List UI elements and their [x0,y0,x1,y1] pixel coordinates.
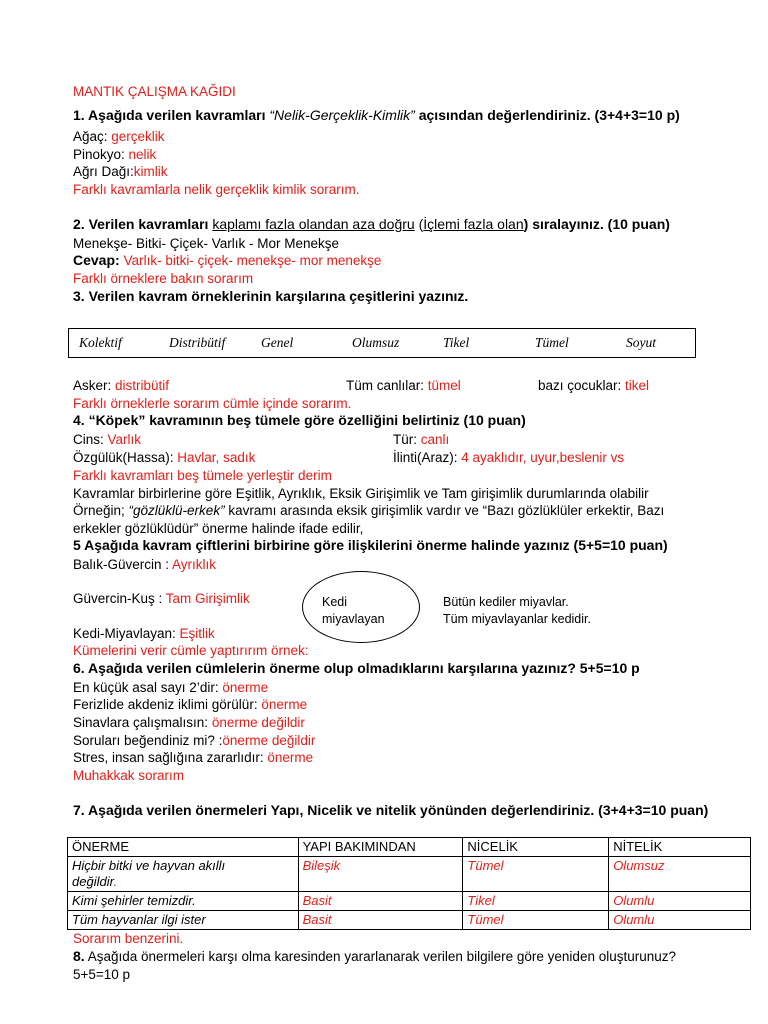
table-row [68,892,751,911]
proposition-cell: Tüm hayvanlar ilgi ister [68,911,299,930]
question-2: 2. Verilen kavramları kaplamı fazla olandan aza doğru (İçlemi fazla olan) sıralayınız. (10 puan) [73,216,670,232]
q4-item: Cins: Varlık [73,432,142,447]
type-label: Genel [261,335,294,350]
q7-note: Sorarım benzerini. [73,931,184,946]
table-header: ÖNERME [68,838,299,857]
yapi-cell: Basit [298,892,463,911]
q1-item: Ağaç: gerçeklik [73,129,165,144]
worksheet-title: MANTIK ÇALIŞMA KAĞIDI [73,84,236,99]
nicelik-cell: Tümel [463,857,609,892]
table-header: NİTELİK [609,838,751,857]
q6-note: Muhakkak sorarım [73,768,185,783]
table-header: YAPI BAKIMINDAN [298,838,463,857]
intro-line: Örneğin; “gözlüklü-erkek” kavramı arasında eksik girişimlik vardır ve “Bazı gözlüklüler erkektir, Bazı [73,503,665,518]
intro-line: Kavramlar birbirlerine göre Eşitlik, Ayrıklık, Eksik Girişimlik ve Tam girişimlik durumlarında olabilir [73,486,649,501]
q2-note: Farklı örneklere bakın sorarım [73,271,254,286]
nitelik-cell: Olumlu [609,911,751,930]
type-label: Olumsuz [352,335,400,350]
intro-line: erkekler gözlüklüdür” önerme halinde ifade edilir, [73,521,364,536]
q5-item: Balık-Güvercin : Ayrıklık [73,557,217,572]
nitelik-cell: Olumlu [609,892,751,911]
ellipse-side-text: Tüm miyavlayanlar kedidir. [443,612,591,626]
q2-answer: Cevap: Varlık- bitki- çiçek- menekşe- mor menekşe [73,252,382,268]
question-1: 1. Aşağıda verilen kavramları “Nelik-Gerçeklik-Kimlik” açısından değerlendiriniz. (3+4+3=10 p) [73,107,680,123]
type-label: Soyut [626,335,656,350]
proposition-cell: Kimi şehirler temizdir. [68,892,299,911]
nitelik-cell: Olumsuz [609,857,751,892]
proposition-cell: Hiçbir bitki ve hayvan akıllı değildir. [68,857,299,892]
question-4: 4. “Köpek” kavramının beş tümele göre özelliğini belirtiniz (10 puan) [73,412,526,428]
table-header-row [68,838,751,857]
ellipse-side-text: Bütün kediler miyavlar. [443,595,569,609]
table-header: NİCELİK [463,838,609,857]
q1-item: Ağrı Dağı:kimlik [73,164,168,179]
q4-item: Tür: canlı [393,432,450,447]
concept-types-box [68,328,696,358]
q6-item: Sinavlara çalışmalısın: önerme değildir [73,715,305,730]
question-5: 5 Aşağıda kavram çiftlerini birbirine göre ilişkilerini önerme halinde yazınız (5+5=10 puan) [73,537,668,553]
q8-points: 5+5=10 p [73,967,131,982]
type-label: Tümel [535,335,569,350]
q5-item: Kedi-Miyavlayan: Eşitlik [73,626,215,641]
q5-note: Kümelerini verir cümle yaptırırım örnek: [73,643,309,658]
q1-item: Pinokyo: nelik [73,147,157,162]
q5-item: Güvercin-Kuş : Tam Girişimlik [73,591,250,606]
q1-note: Farklı kavramlarla nelik gerçeklik kimlik sorarım. [73,182,360,197]
yapi-cell: Bileşik [298,857,463,892]
q3-item: Tüm canlılar: tümel [346,378,461,393]
type-label: Distribütif [169,335,226,350]
q4-item: İlinti(Araz): 4 ayaklıdır, uyur,beslenir vs [393,450,625,465]
ellipse-label: Kedi [322,595,348,609]
table-row [68,911,751,930]
q4-item: Özgülük(Hassa): Havlar, sadık [73,450,256,465]
q6-item: Stres, insan sağlığına zararlıdır: önerme [73,750,314,765]
q6-item: En küçük asal sayı 2’dir: önerme [73,680,269,695]
type-label: Tikel [443,335,470,350]
nicelik-cell: Tümel [463,911,609,930]
q3-item: Asker: distribütif [73,378,170,393]
question-3: 3. Verilen kavram örneklerinin karşılarına çeşitlerini yazınız. [73,288,469,304]
q4-note: Farklı kavramları beş tümele yerleştir derim [73,468,332,483]
nicelik-cell: Tikel [463,892,609,911]
set-ellipse [302,571,420,643]
type-label: Kolektif [79,335,122,350]
q3-item: bazı çocuklar: tikel [538,378,650,393]
q6-item: Soruları beğendiniz mi? :önerme değildir [73,733,316,748]
q3-note: Farklı örneklerle sorarım cümle içinde sorarım. [73,396,352,411]
proposition-table [67,837,751,930]
question-8: 8. Aşağıda önermeleri karşı olma karesinden yararlanarak verilen bilgilere göre yeniden oluşturunuz? [73,948,677,964]
q6-item: Ferizlide akdeniz iklimi görülür: önerme [73,697,308,712]
yapi-cell: Basit [298,911,463,930]
ellipse-label: miyavlayan [322,612,385,626]
question-6: 6. Aşağıda verilen cümlelerin önerme olup olmadıklarını karşılarına yazınız? 5+5=10 p [73,660,640,676]
question-7: 7. Aşağıda verilen önermeleri Yapı, Nicelik ve nitelik yönünden değerlendiriniz. (3+4+3=10 puan) [73,802,709,818]
table-row [68,857,751,892]
q2-list: Menekşe- Bitki- Çiçek- Varlık - Mor Menekşe [73,236,340,251]
